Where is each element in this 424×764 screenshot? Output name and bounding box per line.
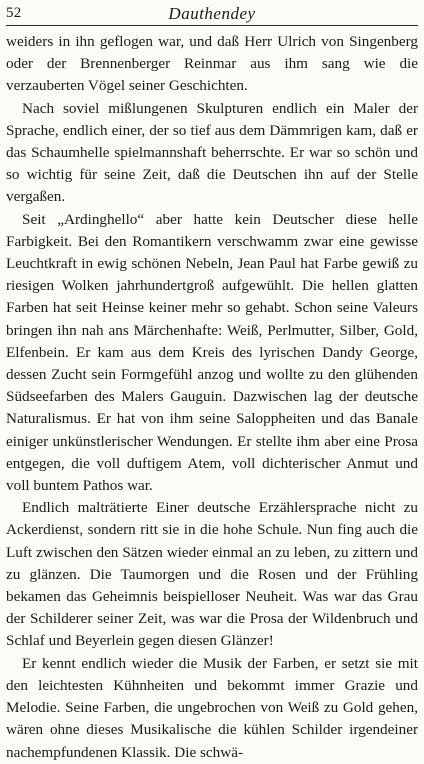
page-number: 52 [6, 5, 22, 21]
body-text [6, 31, 418, 764]
paragraph: Er kennt endlich wieder die Musik der Farben, er setzt sie mit den leichtesten Kühnheiten und bekommt immer Grazie und Melodie. Seine Farben, die ungebrochen von Weiß zu Gold gehen, wären ohne dieses Musikalische die kühlen Schilder irgendeiner nachempfundenen Klassik. Die schwä- [6, 654, 418, 761]
paragraph: weiders in ihn geflogen war, und daß Herr Ulrich von Singenberg oder der Brennenberger Reinmar aus ihm sang wie die verzauberten Vögel seiner Geschichten. [6, 33, 418, 95]
paragraph: Nach soviel mißlungenen Skulpturen endlich ein Maler der Sprache, endlich einer, der so tief aus dem Dämmrigen kam, daß er das Schaumhelle spielmannshaft beherrschte. Er war so schön und so wichtig für seine Zeit, daß die Deutschen ihn auf der Stelle vergaßen. [6, 99, 418, 206]
page-header [6, 3, 418, 25]
running-head: Dauthendey [168, 4, 256, 23]
paragraph: Seit „Ardinghello“ aber hatte kein Deutscher diese helle Farbigkeit. Bei den Romantikern verschwamm zwar eine gewisse Leuchtkraft in ewig schönen Nebeln, Jean Paul hat Farbe gewiß zu riesigen Wolken jahrhundertgroß aufgewühlt. Die hellen glatten Farben hat seit Heinse keiner mehr so gehabt. Schon seine Valeurs bringen ihn nah ans Märchenhafte: Weiß, Perlmutter, Silber, Gold, Elfenbein. Er kam aus dem Kreis des lyrischen Dandy George, dessen Zucht sein Formgefühl anzog und wollte zu den glühenden Südseefarben des Malers Gauguin. Dazwischen lag der deutsche Naturalismus. Er hat von ihm seine Saloppheiten und das Banale einiger unkünstlerischer Wendungen. Er stellte ihm aber eine Prosa entgegen, die voll duftigem Atem, voll dichterischer Anmut und voll buntem Pathos war. [6, 210, 418, 495]
header-rule [6, 25, 418, 26]
paragraph: Endlich malträtierte Einer deutsche Erzählersprache nicht zu Ackerdienst, sondern ritt sie in die hohe Schule. Nun fing auch die Luft zwischen den Sätzen wieder einmal an zu leben, zu zittern und zu glänzen. Die Taumorgen und die Rosen und der Frühling bekamen das Geheimnis beispielloser Neuheit. Was war das Grau der Schilderer seiner Zeit, was war die Prosa der Wildenbruch und Schlaf und Beyerlein gegen diesen Glänzer! [6, 499, 418, 650]
